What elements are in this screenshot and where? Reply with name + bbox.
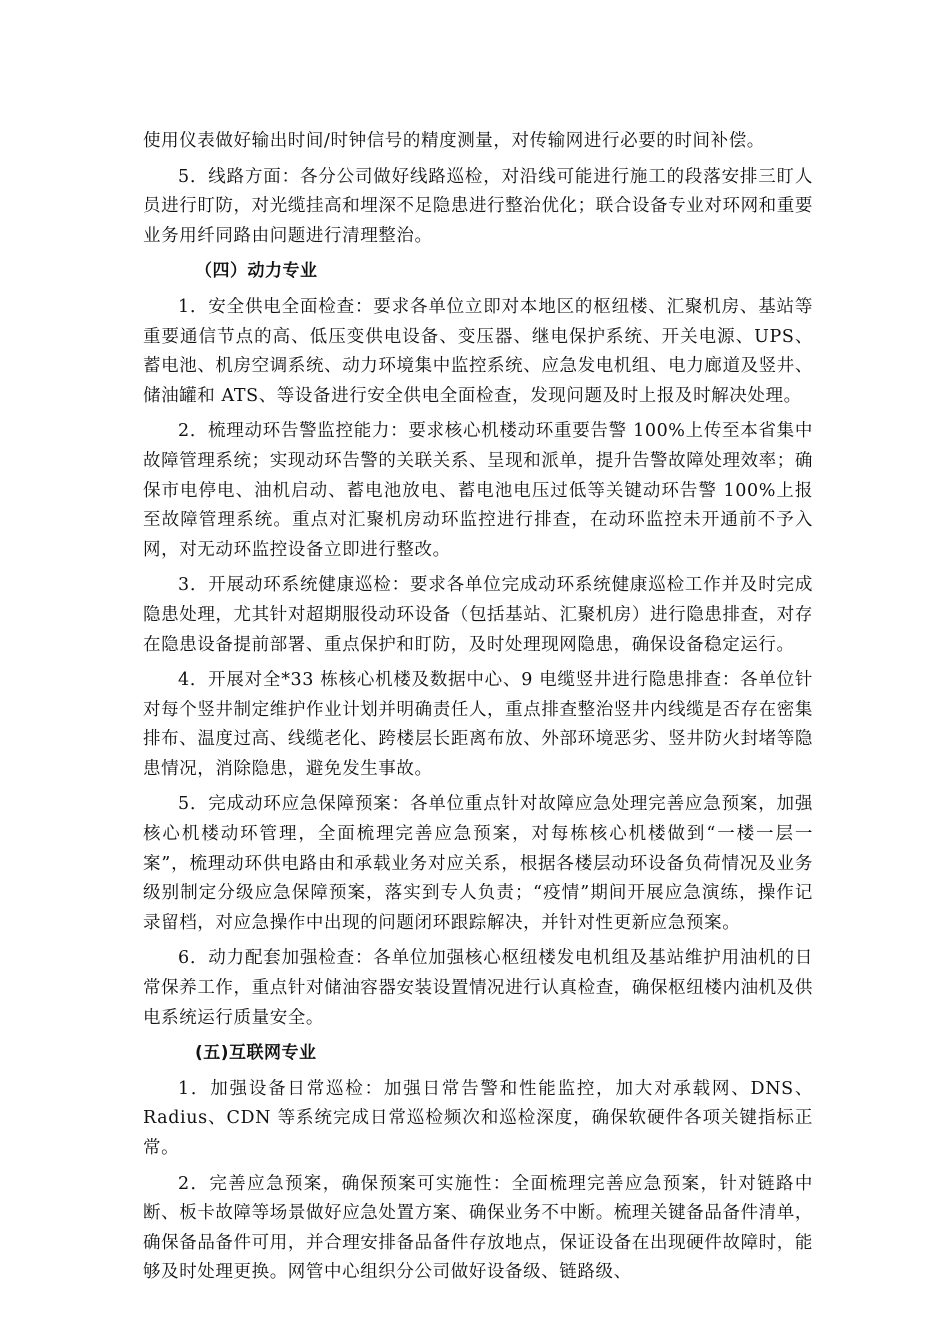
paragraph-power-5: 5．完成动环应急保障预案：各单位重点针对故障应急处理完善应急预案，加强核心机楼动环管理，全面梳理完善应急预案，对每栋核心机楼做到“一楼一层一案”，梳理动环供电路由和承载业务对应关系，根据各楼层动环设备负荷情况及业务级别制定分级应急保障预案，落实到专人负责；“疫情”期间开展应急演练，操作记录留档，对应急操作中出现的问题闭环跟踪解决，并针对性更新应急预案。: [143, 794, 813, 933]
paragraph-power-4: 4．开展对全*33 栋核心机楼及数据中心、9 电缆竖井进行隐患排查：各单位针对每个竖井制定维护作业计划并明确责任人，重点排查整治竖井内线缆是否存在密集排布、温度过高、线缆老化、跨楼层长距离布放、外部环境恶劣、竖井防火封堵等隐患情况，消除隐患，避免发生事故。: [143, 670, 813, 779]
section-heading-internet: (五)互联网专业: [195, 1043, 317, 1064]
paragraph-line-inspection: 5．线路方面：各分公司做好线路巡检，对沿线可能进行施工的段落安排三盯人员进行盯防，对光缆挂高和埋深不足隐患进行整治优化；联合设备专业对环网和重要业务用纤同路由问题进行清理整治。: [143, 166, 813, 246]
paragraph-internet-1: 1．加强设备日常巡检：加强日常告警和性能监控，加大对承载网、DNS、Radius、CDN 等系统完成日常巡检频次和巡检深度，确保软硬件各项关键指标正常。: [143, 1078, 813, 1158]
document-page: [143, 127, 813, 1294]
paragraph-power-2: 2．梳理动环告警监控能力：要求核心机楼动环重要告警 100%上传至本省集中故障管理系统；实现动环告警的关联关系、呈现和派单，提升告警故障处理效率；确保市电停电、油机启动、蓄电池放电、蓄电池电压过低等关键动环告警 100%上报至故障管理系统。重点对汇聚机房动环监控进行排查，在动环监控未开通前不予入网，对无动环监控设备立即进行整改。: [143, 421, 813, 560]
paragraph-power-1: 1．安全供电全面检查：要求各单位立即对本地区的枢纽楼、汇聚机房、基站等重要通信节点的高、低压变供电设备、变压器、继电保护系统、开关电源、UPS、蓄电池、机房空调系统、动力环境集中监控系统、应急发电机组、电力廊道及竖井、储油罐和 ATS、等设备进行安全供电全面检查，发现问题及时上报及时解决处理。: [143, 296, 813, 406]
paragraph-transmission-continuation: 使用仪表做好输出时间/时钟信号的精度测量，对传输网进行必要的时间补偿。: [143, 131, 765, 151]
paragraph-power-3: 3．开展动环系统健康巡检：要求各单位完成动环系统健康巡检工作并及时完成隐患处理，尤其针对超期服役动环设备（包括基站、汇聚机房）进行隐患排查，对存在隐患设备提前部署、重点保护和盯防，及时处理现网隐患，确保设备稳定运行。: [143, 575, 813, 655]
paragraph-power-6: 6．动力配套加强检查：各单位加强核心枢纽楼发电机组及基站维护用油机的日常保养工作，重点针对储油容器安装设置情况进行认真检查，确保枢纽楼内油机及供电系统运行质量安全。: [143, 948, 813, 1028]
section-heading-power: （四）动力专业: [195, 261, 318, 282]
paragraph-internet-2: 2．完善应急预案，确保预案可实施性：全面梳理完善应急预案，针对链路中断、板卡故障等场景做好应急处置方案、确保业务不中断。梳理关键备品备件清单，确保备品备件可用，并合理安排备品备件存放地点，保证设备在出现硬件故障时，能够及时处理更换。网管中心组织分公司做好设备级、链路级、: [143, 1173, 813, 1283]
